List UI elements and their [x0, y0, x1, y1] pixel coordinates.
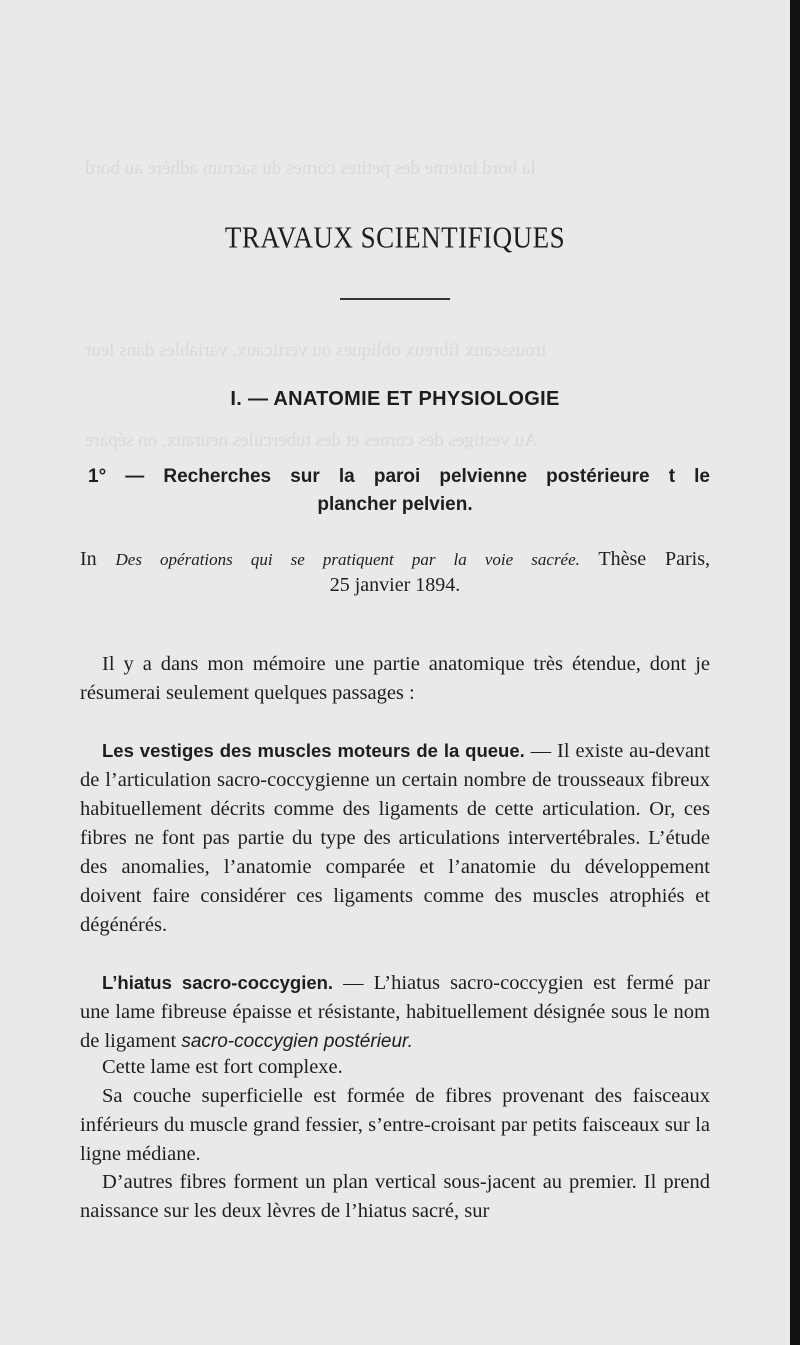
- hiatus-text: — L’hiatus sacro-coccygien est fermé par une lame fibreuse épaisse et résistante, habituellement désignée sous le nom de ligament: [80, 972, 710, 1052]
- vestiges-text: — Il existe au-devant de l’articulation sacro-coccygienne un certain nombre de trousseaux fibreux habituellement décrits comme des ligaments de cette articulation. Or, ces fibres ne font pas partie du type des articulations intervertébrales. L’étude des anomalies, l’anatomie comparée et l’anatomie du développement doivent faire considérer ces ligaments comme des muscles atrophiés et dégénérés.: [80, 740, 710, 936]
- bleed-through-text: la bord interne des petites cornes du sacrum adhère au bord: [85, 158, 536, 179]
- bleed-through-text: Au vestiges des cornes et des tubercules neuraux, on sépare: [85, 430, 538, 451]
- hiatus-heading: L’hiatus sacro-coccygien.: [102, 972, 334, 993]
- scan-edge: [790, 0, 800, 1345]
- intro-paragraph: [80, 650, 710, 708]
- intro-text: Il y a dans mon mémoire une partie anatomique très étendue, dont je résumerai seulement quelques passages :: [80, 653, 710, 704]
- reference-suffix: Thèse Paris,: [598, 548, 710, 570]
- page-title: TRAVAUX SCIENTIFIQUES: [224, 219, 566, 255]
- autres-text: D’autres fibres forment un plan vertical sous-jacent au premier. Il prend naissance sur les deux lèvres de l’hiatus sacré, sur: [80, 1171, 710, 1222]
- reference-work-title: Des opérations qui se pratiquent par la voie sacrée.: [115, 550, 580, 569]
- lame-text: Cette lame est fort complexe.: [102, 1056, 343, 1078]
- vestiges-paragraph: [80, 736, 710, 940]
- reference-date: 25 janvier 1894.: [329, 574, 461, 596]
- hiatus-paragraph: [80, 968, 710, 1056]
- bleed-through-text: trousseaux fibreux obliques ou verticaux, variables dans leur: [85, 340, 547, 361]
- vestiges-heading: Les vestiges des muscles moteurs de la queue.: [102, 740, 525, 761]
- hiatus-term: sacro-coccygien postérieur.: [181, 1031, 413, 1052]
- reference-line: [80, 548, 710, 571]
- autres-paragraph: [80, 1168, 710, 1226]
- subsection-heading-line1: 1° — Recherches sur la paroi pelvienne postérieure t le: [88, 466, 710, 487]
- reference-prefix: In: [80, 548, 97, 570]
- section-heading: I. — ANATOMIE ET PHYSIOLOGIE: [230, 388, 560, 410]
- couche-paragraph: [80, 1082, 710, 1169]
- subsection-heading-line2: plancher pelvien.: [317, 494, 473, 515]
- lame-paragraph: [80, 1053, 710, 1082]
- title-divider: [340, 298, 450, 300]
- couche-text: Sa couche superficielle est formée de fibres provenant des faisceaux inférieurs du muscle grand fessier, s’entre-croisant par petits faisceaux sur la ligne médiane.: [80, 1085, 710, 1165]
